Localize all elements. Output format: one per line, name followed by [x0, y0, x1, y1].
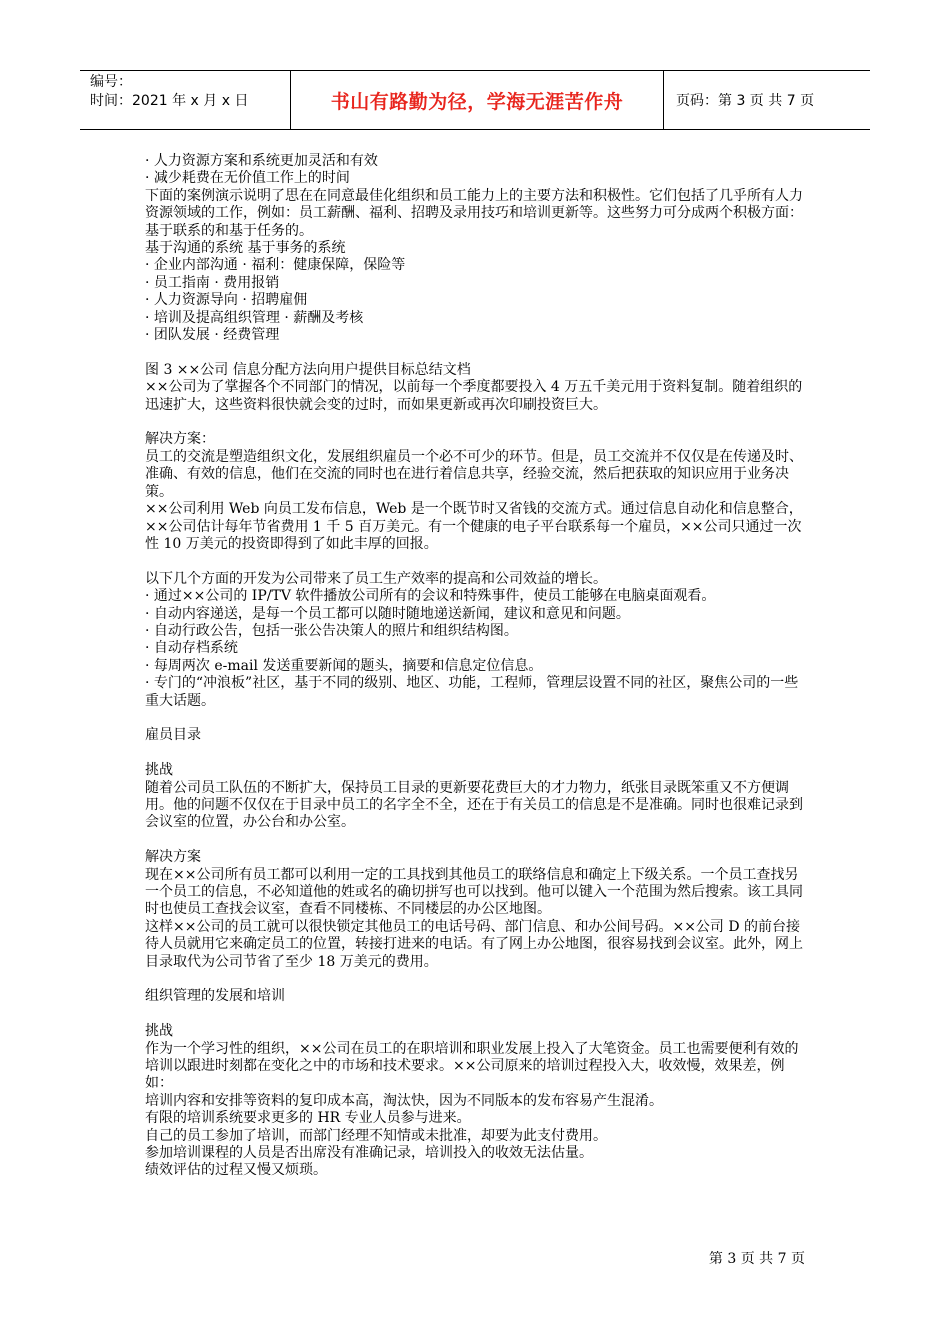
paragraph-gap	[145, 344, 810, 361]
body-paragraph: 参加培训课程的人员是否出席没有准确记录，培训投入的收效无法估量。	[145, 1145, 593, 1162]
body-paragraph: · 员工指南 · 费用报销	[145, 274, 280, 291]
header-meta	[80, 71, 290, 129]
body-paragraph: 雇员目录	[145, 727, 201, 744]
paragraph-gap	[145, 832, 810, 849]
body-paragraph: 现在××公司所有员工都可以利用一定的工具找到其他员工的联络信息和确定上下级关系。一个员工查找另一个员工的信息，不必知道他的姓或名的确切拼写也可以找到。他可以键入一个范围为然后搜索。该工具同时也使员工查找会议室，查看不同楼栋、不同楼层的办公区地图。	[145, 866, 803, 918]
body-paragraph: 以下几个方面的开发为公司带来了员工生产效率的提高和公司效益的增长。	[145, 570, 607, 587]
paragraph-gap	[145, 971, 810, 988]
body-paragraph: · 团队发展 · 经费管理	[145, 327, 280, 344]
document-body	[145, 153, 810, 1180]
body-paragraph: 组织管理的发展和培训	[145, 988, 285, 1005]
body-paragraph: 培训内容和安排等资料的复印成本高，淘汰快，因为不同版本的发布容易产生混淆。	[145, 1092, 663, 1109]
body-paragraph: 基于沟通的系统 基于事务的系统	[145, 240, 346, 257]
body-paragraph: ××公司为了掌握各个不同部门的情况，以前每一个季度都要投入 4 万五千美元用于资料复制。随着组织的迅速扩大，这些资料很快就会变的过时，而如果更新或再次印刷投资巨大。	[145, 379, 803, 413]
body-paragraph: 员工的交流是塑造组织文化，发展组织雇员一个必不可少的环节。但是，员工交流并不仅仅是在传递及时、准确、有效的信息，他们在交流的同时也在进行着信息共享，经验交流，然后把获取的知识应用于业务决策。	[145, 448, 803, 500]
page-header	[80, 70, 870, 130]
body-paragraph: · 减少耗费在无价值工作上的时间	[145, 170, 350, 187]
body-paragraph: · 培训及提高组织管理 · 薪酬及考核	[145, 309, 364, 326]
body-paragraph: 解决方案：	[145, 431, 215, 448]
paragraph-gap	[145, 553, 810, 570]
paragraph-gap	[145, 1006, 810, 1023]
paragraph-gap	[145, 710, 810, 727]
paragraph-gap	[145, 745, 810, 762]
body-paragraph: · 企业内部沟通 · 福利：健康保障，保险等	[145, 257, 406, 274]
paragraph-gap	[145, 414, 810, 431]
body-paragraph: 挑战	[145, 1023, 173, 1040]
body-paragraph: ××公司利用 Web 向员工发布信息，Web 是一个既节时又省钱的交流方式。通过信息自动化和信息整合，××公司估计每年节省费用 1 千 5 百万美元。有一个健康的电子平台联系每一个雇员，××公司只通过一次性 10 万美元的投资即得到了如此丰厚的回报。	[145, 501, 803, 552]
body-paragraph: 绩效评估的过程又慢又烦琐。	[145, 1162, 327, 1179]
body-paragraph: 这样××公司的员工就可以很快锁定其他员工的电话号码、部门信息、和办公间号码。××公司 D 的前台接待人员就用它来确定员工的位置，转接打进来的电话。有了网上办公地图，很容易找到会议室。此外，网上目录取代为公司节省了至少 18 万美元的费用。	[145, 918, 803, 970]
document-number-label: 编号：	[90, 74, 132, 90]
body-paragraph: 随着公司员工队伍的不断扩大，保持员工目录的更新要花费巨大的才力物力，纸张目录既笨重又不方便调用。他的问题不仅仅在于目录中员工的名字全不全，还在于有关员工的信息是不是准确。同时也很难记录到会议室的位置，办公台和办公室。	[145, 779, 803, 831]
body-paragraph: 解决方案	[145, 849, 201, 866]
body-paragraph: 作为一个学习性的组织，××公司在员工的在职培训和职业发展上投入了大笔资金。员工也需要便利有效的培训以跟进时刻都在变化之中的市场和技术要求。××公司原来的培训过程投入大，收效慢，效果差，例如：	[145, 1040, 799, 1092]
body-paragraph: · 专门的“冲浪板”社区，基于不同的级别、地区、功能，工程师，管理层设置不同的社区，聚焦公司的一些重大话题。	[145, 675, 799, 709]
body-paragraph: 自己的员工参加了培训，而部门经理不知情或未批准，却要为此支付费用。	[145, 1127, 607, 1144]
header-page-number: 页码：第 3 页 共 7 页	[676, 93, 815, 109]
body-paragraph: · 自动存档系统	[145, 640, 238, 657]
body-paragraph: · 人力资源方案和系统更加灵活和有效	[145, 153, 378, 169]
document-date-label: 时间：2021 年 x 月 x 日	[90, 93, 249, 109]
body-paragraph: 挑战	[145, 762, 173, 779]
footer-page-number: 第 3 页 共 7 页	[708, 1251, 805, 1267]
body-paragraph: 有限的培训系统要求更多的 HR 专业人员参与进来。	[145, 1110, 471, 1127]
body-paragraph: 图 3 ××公司 信息分配方法向用户提供目标总结文档	[145, 361, 471, 378]
body-paragraph: 下面的案例演示说明了思在在同意最佳化组织和员工能力上的主要方法和积极性。它们包括了几乎所有人力资源领域的工作，例如：员工薪酬、福利、招聘及录用技巧和培训更新等。这些努力可分成两个积极方面：基于联系的和基于任务的。	[145, 187, 803, 239]
body-paragraph: · 通过××公司的 IP/TV 软件播放公司所有的会议和特殊事件，使员工能够在电脑桌面观看。	[145, 588, 716, 605]
body-paragraph: · 人力资源导向 · 招聘雇佣	[145, 292, 308, 309]
body-paragraph: · 自动行政公告，包括一张公告决策人的照片和组织结构图。	[145, 622, 518, 639]
header-motto: 书山有路勤为径，学海无涯苦作舟	[290, 71, 664, 129]
body-paragraph: · 自动内容递送，是每一个员工都可以随时随地递送新闻，建议和意见和问题。	[145, 605, 630, 622]
body-paragraph: · 每周两次 e-mail 发送重要新闻的题头，摘要和信息定位信息。	[145, 657, 543, 674]
